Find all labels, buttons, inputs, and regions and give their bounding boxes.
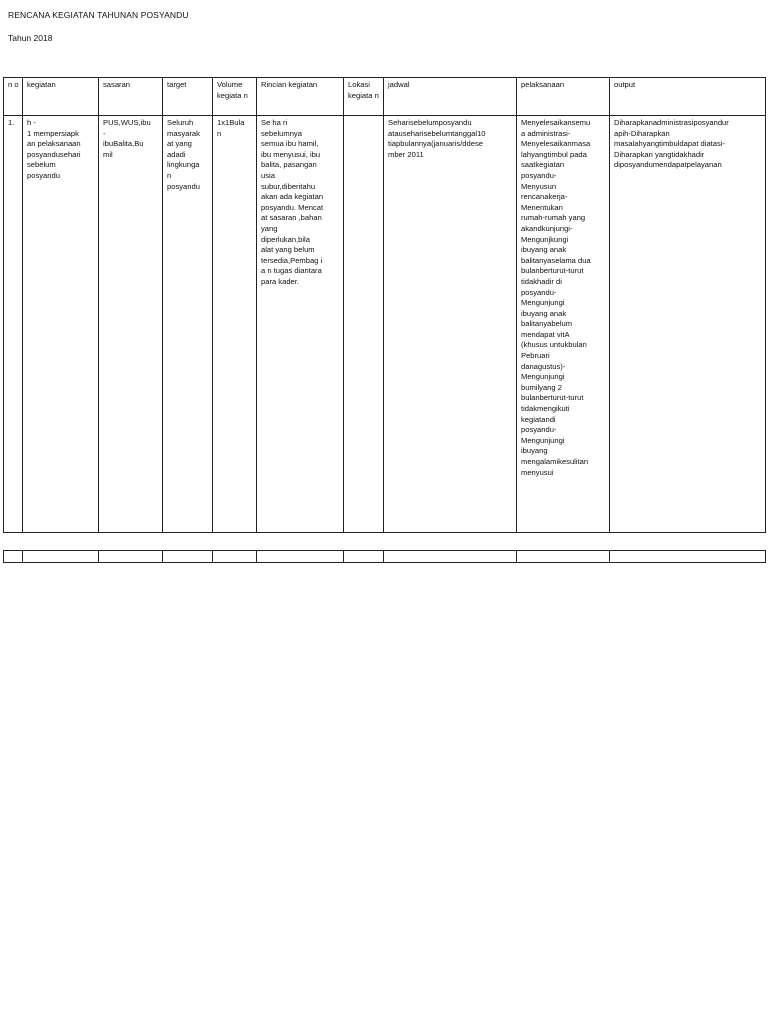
activity-plan-table <box>3 77 766 533</box>
cell-pelaksanaan: Menyelesaikansemu a administrasi- Menyelesaikanmasa lahyangtimbul pada saatkegiatan posyandu- Menyusun rencanakerja- Menentukan rumah-rumah yang akandkunjungi- Mengunjkungi ibuyang anak balitanyaselama dua bulanberturut-turut tidakhadir di posyandu- Mengunjungi ibuyang anak balitanyabelum mendapat vitA (khusus untukbulan Pebruari danagustus)- Mengunjungi bumilyang 2 bulanberturut-turut tidakmengikuti kegiatandi posyandu- Mengunjungi ibuyang mengalamikesulitan menyusui <box>517 116 610 533</box>
empty-cell <box>23 551 99 563</box>
empty-cell <box>213 551 257 563</box>
document-year: Tahun 2018 <box>8 33 53 43</box>
table-header-row <box>4 78 766 116</box>
empty-cell <box>384 551 517 563</box>
table-row <box>4 551 766 563</box>
empty-cell <box>517 551 610 563</box>
table-row <box>4 116 766 533</box>
empty-cell <box>99 551 163 563</box>
empty-table-row <box>3 550 766 563</box>
empty-cell <box>163 551 213 563</box>
cell-volume: 1x1Bula n <box>213 116 257 533</box>
header-jadwal: jadwal <box>384 78 517 116</box>
header-target: target <box>163 78 213 116</box>
empty-cell <box>257 551 344 563</box>
header-sasaran: sasaran <box>99 78 163 116</box>
cell-no: 1. <box>4 116 23 533</box>
cell-target: Seluruh masyarak at yang adadi lingkunga n posyandu <box>163 116 213 533</box>
empty-cell <box>4 551 23 563</box>
cell-rincian: Se ha ri sebelumnya semua ibu hamil, ibu menyusui, ibu balita, pasangan usia subur,diberitahu akan ada kegiatan posyandu. Mencat at sasaran ,bahan yang diperlukan,bila alat yang belum tersedia,Pembag i a n tugas diantara para kader. <box>257 116 344 533</box>
empty-cell <box>344 551 384 563</box>
header-no: n o <box>4 78 23 116</box>
header-output: output <box>610 78 766 116</box>
cell-kegiatan: h - 1 mempersiapk an pelaksanaan posyandusehari sebelum posyandu <box>23 116 99 533</box>
header-lokasi: Lokasi kegiata n <box>344 78 384 116</box>
cell-jadwal: Seharisebelumposyandu atauseharisebelumtanggal10 tiapbulannya(januaris/ddese mber 2011 <box>384 116 517 533</box>
empty-cell <box>610 551 766 563</box>
cell-sasaran: PUS,WUS,ibu - ibuBalita,Bu mil <box>99 116 163 533</box>
document-title: RENCANA KEGIATAN TAHUNAN POSYANDU <box>8 10 189 20</box>
header-volume: Volume kegiata n <box>213 78 257 116</box>
cell-lokasi <box>344 116 384 533</box>
cell-output: Diharapkanadministrasiposyandur apih-Diharapkan masalahyangtimbuldapat diatasi- Diharapkan yangtidakhadir diposyandumendapatpelayanan <box>610 116 766 533</box>
header-rincian: Rincian kegiatan <box>257 78 344 116</box>
header-pelaksanaan: pelaksanaan <box>517 78 610 116</box>
header-kegiatan: kegiatan <box>23 78 99 116</box>
